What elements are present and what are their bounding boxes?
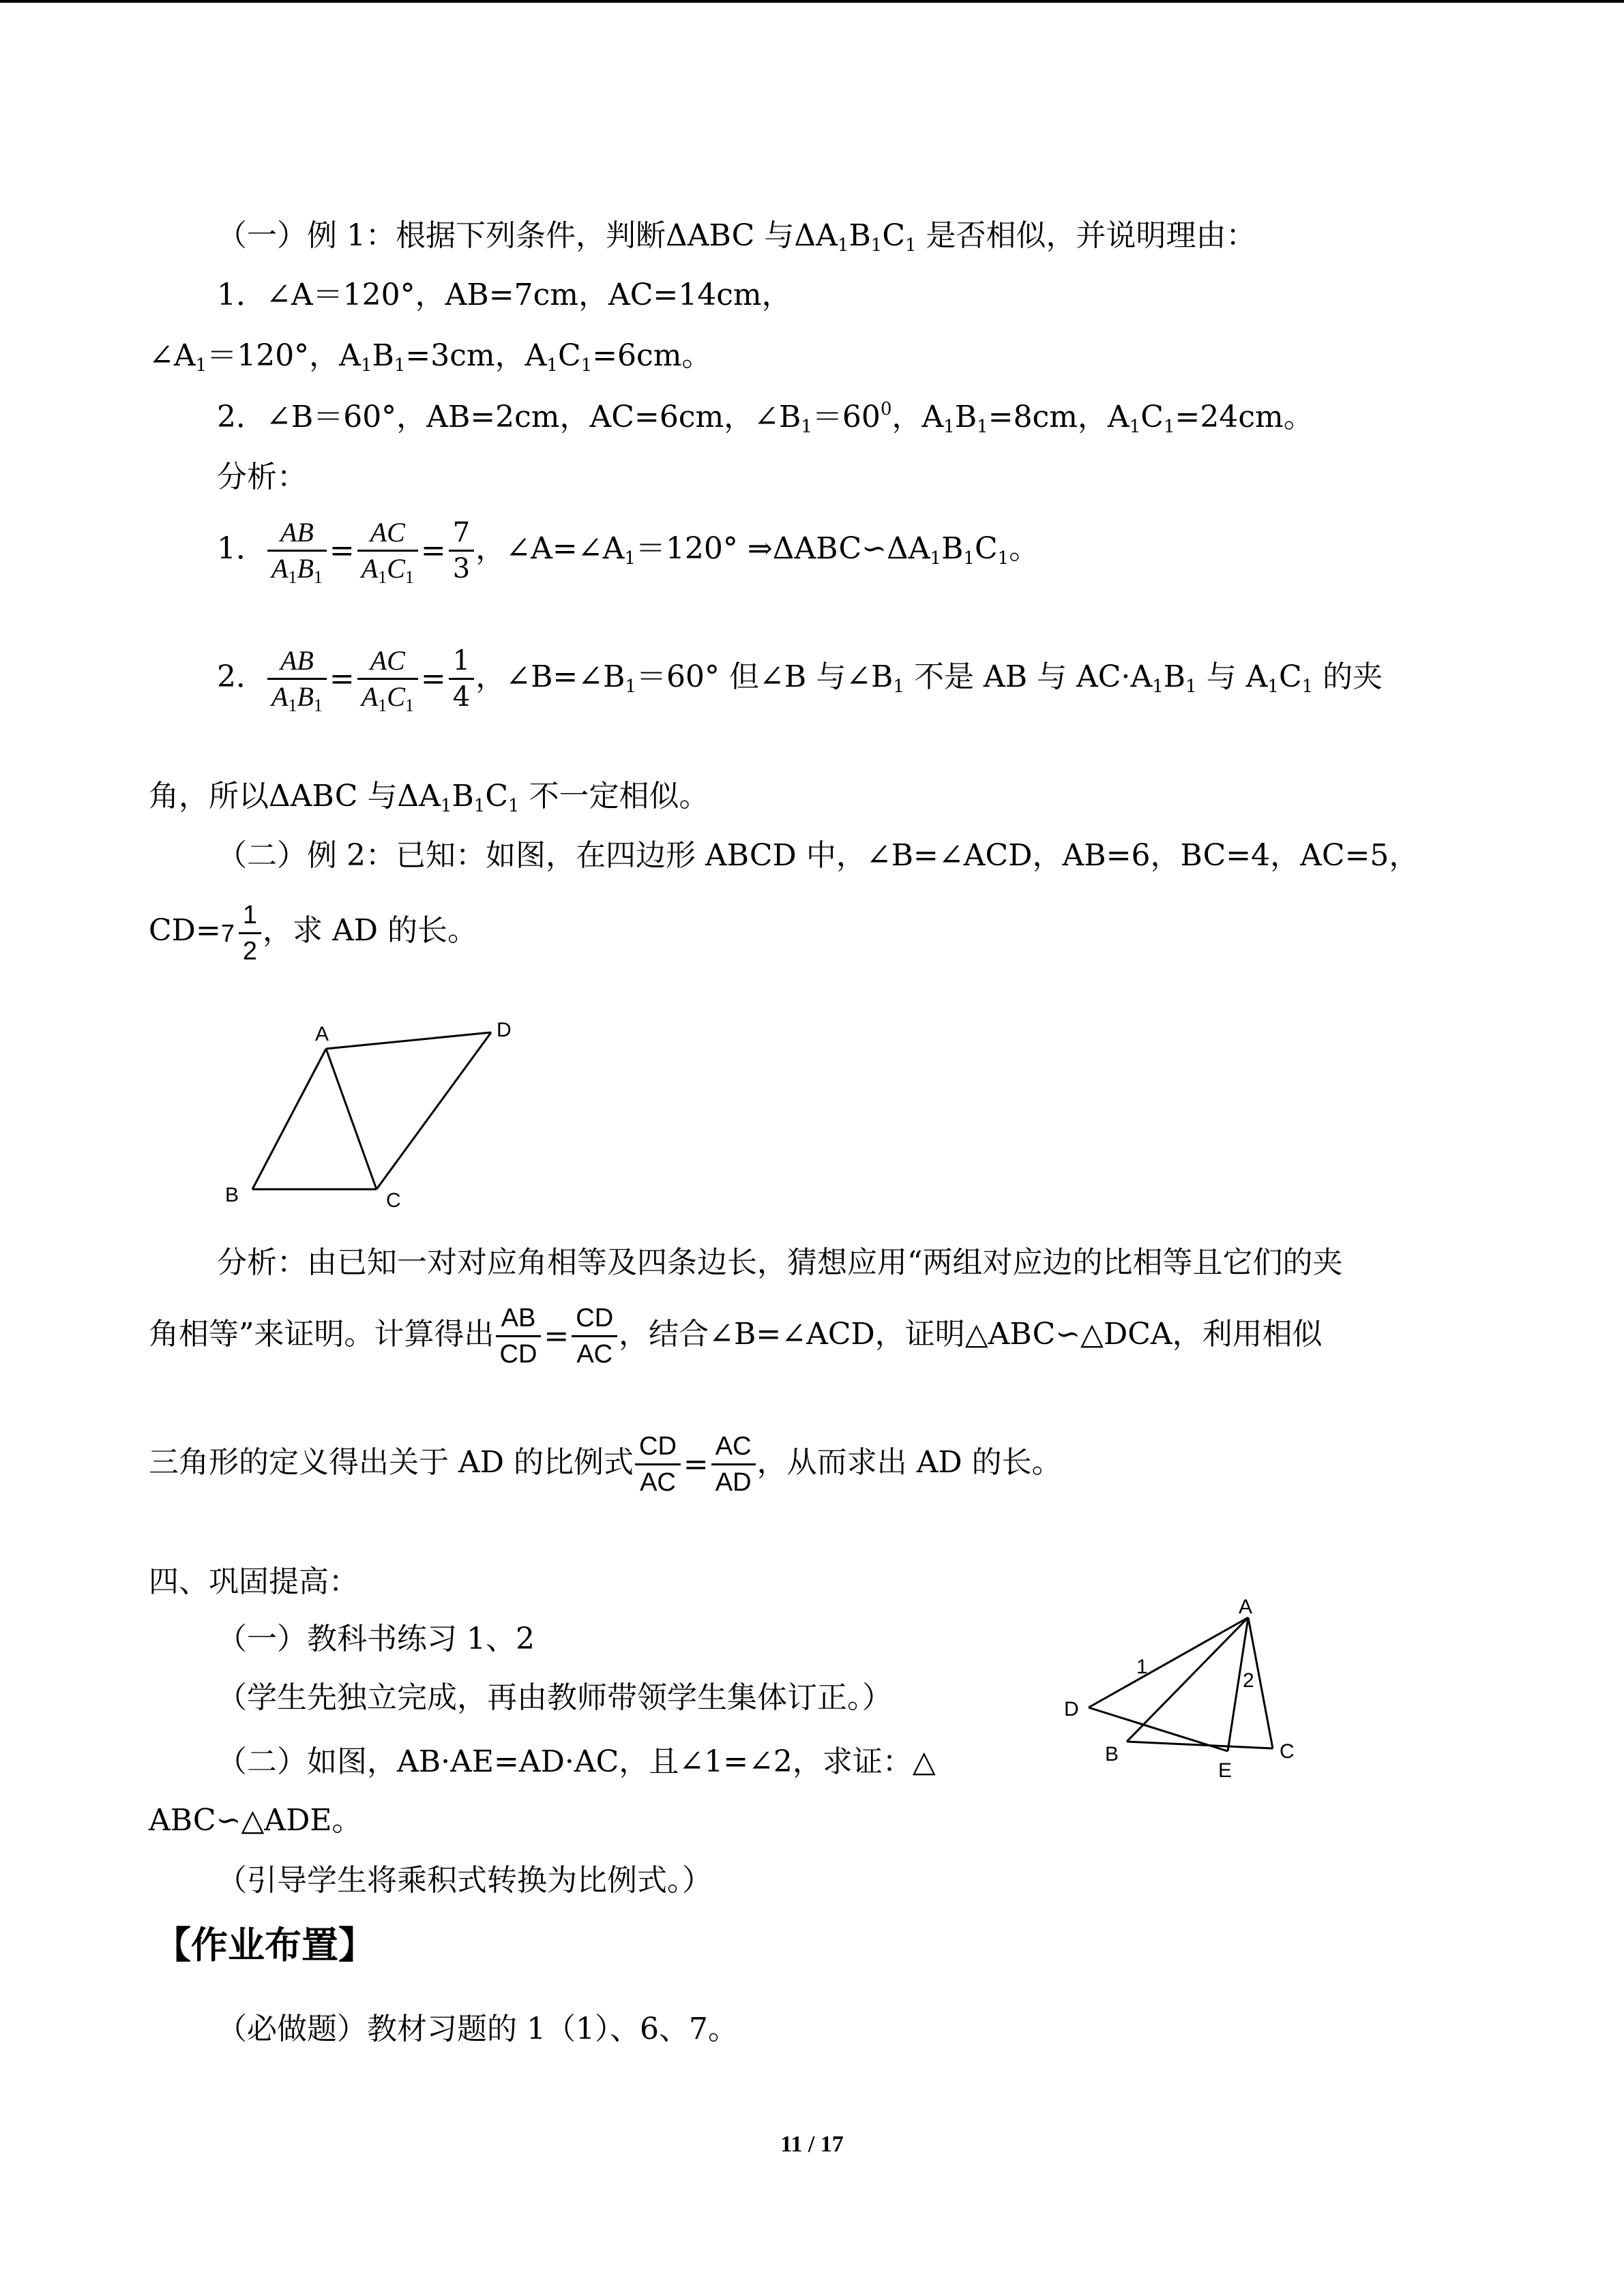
label-b: B (225, 1184, 239, 1206)
section4-item2-continuation: ABC∽△ADE。 (149, 1803, 362, 1838)
example1-title: （一）例 1：根据下列条件，判断ΔABC 与$\Delta A_1B_1C_1$ 是否相似，并说明理由： (217, 218, 1256, 256)
segment-ad (1089, 1617, 1248, 1708)
segment-ab (252, 1049, 326, 1189)
ratio-cd-ac: $\frac{CD}{AC}$ (572, 1301, 617, 1371)
label-angle-2: 2 (1243, 1669, 1254, 1692)
segment-ad (326, 1032, 491, 1049)
figure-quadrilateral-abcd (218, 1016, 532, 1214)
condition2-line: 2．∠B＝60°，AB=2cm，AC=6cm，$\angle B_1=60^0$，$A_1B_1=8cm$，$A_1C_1=24cm$。 (217, 399, 1314, 437)
ratio-ab-a1b1: $\frac{AB}{A_1B_1}$ (267, 644, 327, 714)
ratio-ac-a1c1: $\frac{AC}{A_1C_1}$ (357, 516, 418, 586)
homework-heading: 【作业布置】 (154, 1924, 375, 1967)
label-c: C (386, 1189, 401, 1212)
example2-analysis-line2: 角相等”来证明。计算得出 $\frac{AB}{CD}$ = $\frac{CD}{AC}$ ，结合∠B=∠ACD，证明△ABC∽△DCA，利用相似 (149, 1297, 1323, 1374)
segment-cd (377, 1032, 491, 1189)
homework-item: （必做题）教材习题的 1（1）、6、7。 (217, 2012, 738, 2046)
segment-ab (1127, 1617, 1248, 1742)
analysis2-line: 2． $\frac{AB}{A_1B_1}$ = $\frac{AC}{A_1C_1}$ = $\frac{1}{4}$ ，$\angle B=\angle B_1=60^\circ$ 但∠B 与$\angle B_1$ 不是 AB 与 $AC\cdot A_1B_1$ 与 $A_1C_1$ 的夹 (217, 645, 1383, 715)
label-c: C (1280, 1740, 1295, 1763)
ratio-ab-a1b1: $\frac{AB}{A_1B_1}$ (267, 516, 327, 586)
example2-analysis-line1: 分析：由已知一对对应角相等及四条边长，猜想应用“两组对应边的比相等且它们的夹 (217, 1245, 1343, 1280)
ratio-value-1-4: $\frac{1}{4}$ (449, 644, 474, 714)
condition1-line2: $\angle A_1=120^\circ$，$A_1B_1=3cm$，$A_1C_1=6cm$。 (149, 338, 712, 376)
example2-line1: （二）例 2：已知：如图，在四边形 ABCD 中，∠B=∠ACD，AB=6，BC=4，AC=5， (217, 838, 1419, 873)
section4-item2: （二）如图，AB·AE=AD·AC，且∠1=∠2，求证：△ (217, 1744, 936, 1779)
ratio-value-7-3: $\frac{7}{3}$ (449, 516, 474, 586)
label-d: D (497, 1019, 512, 1041)
section4-item1: （一）教科书练习 1、2 (217, 1622, 535, 1656)
page-number: 11 / 17 (780, 2132, 844, 2157)
analysis-label: 分析： (217, 460, 307, 494)
label-e: E (1218, 1759, 1232, 1782)
label-d: D (1064, 1698, 1079, 1720)
section4-title: 四、巩固提高： (149, 1564, 359, 1599)
ratio-ac-ad: $\frac{AC}{AD}$ (711, 1429, 756, 1500)
label-a: A (1239, 1597, 1253, 1618)
figure-triangles-abc-ade (1057, 1597, 1316, 1788)
mixed-number-cd: 7 $\frac{1}{2}$ (221, 894, 263, 970)
label-b: B (1105, 1743, 1119, 1765)
condition1-line1: 1．∠A＝120°，AB=7cm，AC=14cm， (217, 278, 792, 312)
example2-line2: CD=7 $\frac{1}{2}$ ，求 AD 的长。 (149, 893, 477, 971)
label-angle-1: 1 (1136, 1656, 1148, 1678)
segment-ac (326, 1049, 377, 1189)
section4-item1-note: （学生先独立完成，再由教师带领学生集体订正。） (217, 1680, 892, 1715)
ratio-ac-a1c1: $\frac{AC}{A_1C_1}$ (357, 644, 418, 714)
analysis1-line: 1． $\frac{AB}{A_1B_1}$ = $\frac{AC}{A_1C_1}$ = $\frac{7}{3}$ ，$\angle A=\angle A_1=120^\circ$ $\Rightarrow\Delta ABC∽\Delta A_1B_1C_1$。 (217, 517, 1039, 587)
analysis2-continuation: 角，所以ΔABC 与$\Delta A_1B_1C_1$ 不一定相似。 (149, 779, 709, 816)
ratio-cd-ac: $\frac{CD}{AC}$ (635, 1429, 681, 1500)
top-border (0, 0, 1624, 3)
section4-item2-note: （引导学生将乘积式转换为比例式。） (217, 1863, 712, 1898)
example2-analysis-line3: 三角形的定义得出关于 AD 的比例式 $\frac{CD}{AC}$ = $\frac{AC}{AD}$ ，从而求出 AD 的长。 (149, 1425, 1062, 1502)
ratio-ab-cd: $\frac{AB}{CD}$ (496, 1301, 542, 1371)
label-a: A (315, 1023, 329, 1045)
